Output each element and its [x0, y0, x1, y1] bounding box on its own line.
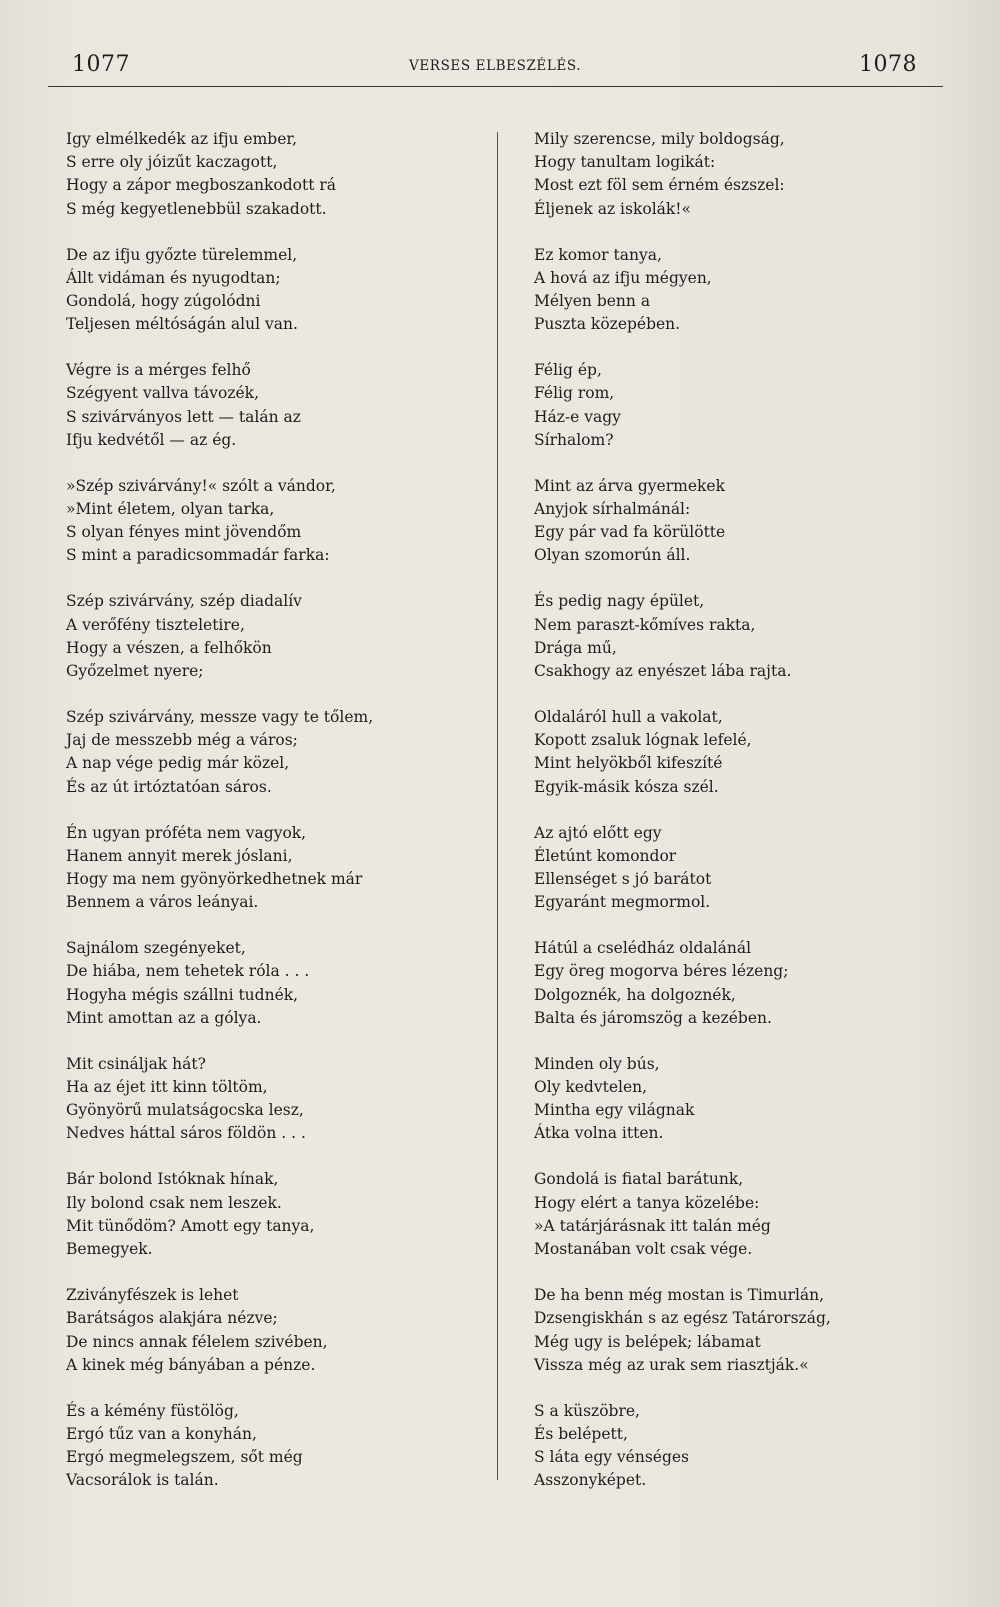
verse-line: Ha az éjet itt kinn töltöm, [66, 1078, 268, 1097]
verse-line: Kopott zsaluk lógnak lefelé, [534, 731, 752, 750]
verse-line: Hogyha mégis szállni tudnék, [66, 985, 299, 1004]
verse-line: De nincs annak félelem szivében, [66, 1332, 328, 1351]
verse-line: Állt vidáman és nyugodtan; [66, 268, 281, 287]
verse-line: »A tatárjárásnak itt talán még [534, 1216, 771, 1235]
verse-line: Hogy ma nem gyönyörkedhetnek már [66, 870, 363, 889]
header-rule [48, 86, 943, 87]
verse-line: Mint amottan az a gólya. [66, 1008, 262, 1027]
verse-line: S még kegyetlenebbül szakadott. [66, 199, 327, 218]
stanza [66, 937, 466, 1030]
verse-line: Végre is a mérges felhő [66, 361, 251, 380]
stanza [534, 1400, 934, 1493]
verse-line: Győzelmet nyere; [66, 662, 204, 681]
verse-line: Hogy tanultam logikát: [534, 153, 716, 172]
verse-line: Gondolá, hogy zúgolódni [66, 292, 261, 311]
stanza [66, 1400, 466, 1493]
verse-line: Olyan szomorún áll. [534, 546, 691, 565]
verse-line: Vacsorálok is talán. [66, 1471, 219, 1490]
verse-line: Egyaránt megmormol. [534, 893, 711, 912]
verse-line: Sajnálom szegényeket, [66, 939, 246, 958]
verse-line: Az ajtó előtt egy [534, 823, 662, 842]
stanza [66, 1284, 466, 1377]
verse-line: Ellenséget s jó barátot [534, 870, 712, 889]
verse-line: Mélyen benn a [534, 292, 651, 311]
verse-line: Ergó megmelegszem, sőt még [66, 1448, 303, 1467]
verse-line: S erre oly jóizűt kaczagott, [66, 153, 278, 172]
stanza [66, 244, 466, 337]
verse-line: Mint helyökből kifeszíté [534, 754, 723, 773]
verse-line: Jaj de messzebb még a város; [66, 731, 298, 750]
verse-line: Mint az árva gyermekek [534, 476, 725, 495]
verse-line: Barátságos alakjára nézve; [66, 1309, 278, 1328]
verse-line: Félig rom, [534, 384, 615, 403]
verse-line: A verőfény tiszteletire, [66, 615, 245, 634]
verse-line: Zziványfészek is lehet [66, 1286, 239, 1305]
verse-line: S olyan fényes mint jövendőm [66, 523, 302, 542]
verse-line: Ergó tűz van a konyhán, [66, 1424, 257, 1443]
verse-line: És pedig nagy épület, [534, 592, 705, 611]
verse-line: Oly kedvtelen, [534, 1078, 648, 1097]
verse-line: Most ezt föl sem érném észszel: [534, 176, 785, 195]
verse-line: Vissza még az urak sem riasztják.« [534, 1355, 809, 1374]
verse-line: A hová az ifju mégyen, [534, 268, 712, 287]
verse-line: De az ifju győzte türelemmel, [66, 245, 298, 264]
verse-line: Nem paraszt-kőmíves rakta, [534, 615, 756, 634]
right-column [534, 128, 934, 1515]
verse-line: Egy öreg mogorva béres lézeng; [534, 962, 789, 981]
verse-line: Nedves háttal sáros földön . . . [66, 1124, 306, 1143]
verse-line: Dzsengiskhán s az egész Tatárország, [534, 1309, 831, 1328]
verse-line: Éljenek az iskolák!« [534, 199, 691, 218]
stanza [66, 706, 466, 799]
verse-line: Mit tünődöm? Amott egy tanya, [66, 1216, 315, 1235]
verse-line: A nap vége pedig már közel, [66, 754, 290, 773]
stanza [534, 706, 934, 799]
column-divider [497, 132, 498, 1480]
verse-line: Mily szerencse, mily boldogság, [534, 130, 785, 148]
stanza [534, 244, 934, 337]
verse-line: Drága mű, [534, 638, 617, 657]
verse-line: Dolgoznék, ha dolgoznék, [534, 985, 736, 1004]
stanza [534, 475, 934, 568]
stanza [66, 359, 466, 452]
page-number-right: 1078 [859, 52, 917, 77]
verse-line: Asszonyképet. [534, 1471, 647, 1490]
verse-line: És az út irtóztatóan sáros. [66, 777, 272, 796]
stanza [534, 937, 934, 1030]
verse-line: És a kémény füstölög, [66, 1401, 239, 1420]
verse-line: Hogy elért a tanya közelébe: [534, 1193, 760, 1212]
verse-line: Igy elmélkedék az ifju ember, [66, 130, 298, 148]
stanza [534, 1284, 934, 1377]
verse-line: Ifju kedvétől — az ég. [66, 430, 237, 449]
verse-line: Teljesen méltóságán alul van. [66, 315, 298, 334]
verse-line: Még ugy is belépek; lábamat [534, 1332, 761, 1351]
verse-line: Gondolá is fiatal barátunk, [534, 1170, 744, 1189]
page-header [0, 50, 1000, 86]
page-number-left: 1077 [72, 52, 130, 77]
verse-line: Hanem annyit merek jóslani, [66, 846, 293, 865]
verse-line: Hogy a vészen, a felhőkön [66, 638, 272, 657]
stanza [534, 822, 934, 915]
verse-line: Szép szivárvány, szép diadalív [66, 592, 302, 611]
stanza [66, 128, 466, 221]
verse-line: S mint a paradicsommadár farka: [66, 546, 330, 565]
verse-line: Egy pár vad fa körülötte [534, 523, 726, 542]
stanza [66, 590, 466, 683]
stanza [66, 475, 466, 568]
verse-line: Ház-e vagy [534, 407, 621, 426]
verse-line: És belépett, [534, 1424, 628, 1443]
verse-line: Anyjok sírhalmánál: [534, 500, 691, 519]
verse-line: Félig ép, [534, 361, 602, 380]
stanza [534, 1168, 934, 1261]
verse-line: »Szép szivárvány!« szólt a vándor, [66, 476, 336, 495]
stanza [534, 590, 934, 683]
verse-line: Átka volna itten. [534, 1124, 664, 1143]
verse-line: »Mint életem, olyan tarka, [66, 500, 275, 519]
verse-line: A kinek még bányában a pénze. [66, 1355, 316, 1374]
verse-line: Balta és járomszög a kezében. [534, 1008, 772, 1027]
verse-line: Ez komor tanya, [534, 245, 662, 264]
verse-line: Mostanában volt csak vége. [534, 1240, 753, 1259]
verse-line: Életúnt komondor [534, 846, 677, 865]
stanza [534, 1053, 934, 1146]
verse-line: Mit csináljak hát? [66, 1054, 206, 1073]
verse-line: S szivárványos lett — talán az [66, 407, 301, 426]
verse-line: De hiába, nem tehetek róla . . . [66, 962, 310, 981]
verse-line: Gyönyörű mulatságocska lesz, [66, 1101, 304, 1120]
stanza [66, 822, 466, 915]
verse-line: Bemegyek. [66, 1240, 153, 1259]
verse-line: Csakhogy az enyészet lába rajta. [534, 662, 792, 681]
verse-line: Hátúl a cselédház oldalánál [534, 939, 752, 958]
verse-line: Egyik-másik kósza szél. [534, 777, 719, 796]
stanza [534, 128, 934, 221]
verse-line: S láta egy vénséges [534, 1448, 690, 1467]
verse-line: Én ugyan próféta nem vagyok, [66, 823, 307, 842]
verse-line: Bár bolond Istóknak hínak, [66, 1170, 279, 1189]
verse-line: Hogy a zápor megboszankodott rá [66, 176, 337, 195]
stanza [66, 1168, 466, 1261]
stanza [534, 359, 934, 452]
verse-line: Puszta közepében. [534, 315, 681, 334]
verse-line: Szép szivárvány, messze vagy te tőlem, [66, 708, 374, 727]
verse-line: Sírhalom? [534, 430, 614, 449]
verse-line: Bennem a város leányai. [66, 893, 259, 912]
verse-line: Szégyent vallva távozék, [66, 384, 260, 403]
verse-line: Ily bolond csak nem leszek. [66, 1193, 282, 1212]
stanza [66, 1053, 466, 1146]
verse-line: De ha benn még mostan is Timurlán, [534, 1286, 825, 1305]
verse-line: Oldaláról hull a vakolat, [534, 708, 723, 727]
left-column [66, 128, 466, 1515]
verse-line: S a küszöbre, [534, 1401, 640, 1420]
running-head: VERSES ELBESZÉLÉS. [409, 58, 582, 74]
verse-line: Mintha egy világnak [534, 1101, 695, 1120]
verse-line: Minden oly bús, [534, 1054, 660, 1073]
